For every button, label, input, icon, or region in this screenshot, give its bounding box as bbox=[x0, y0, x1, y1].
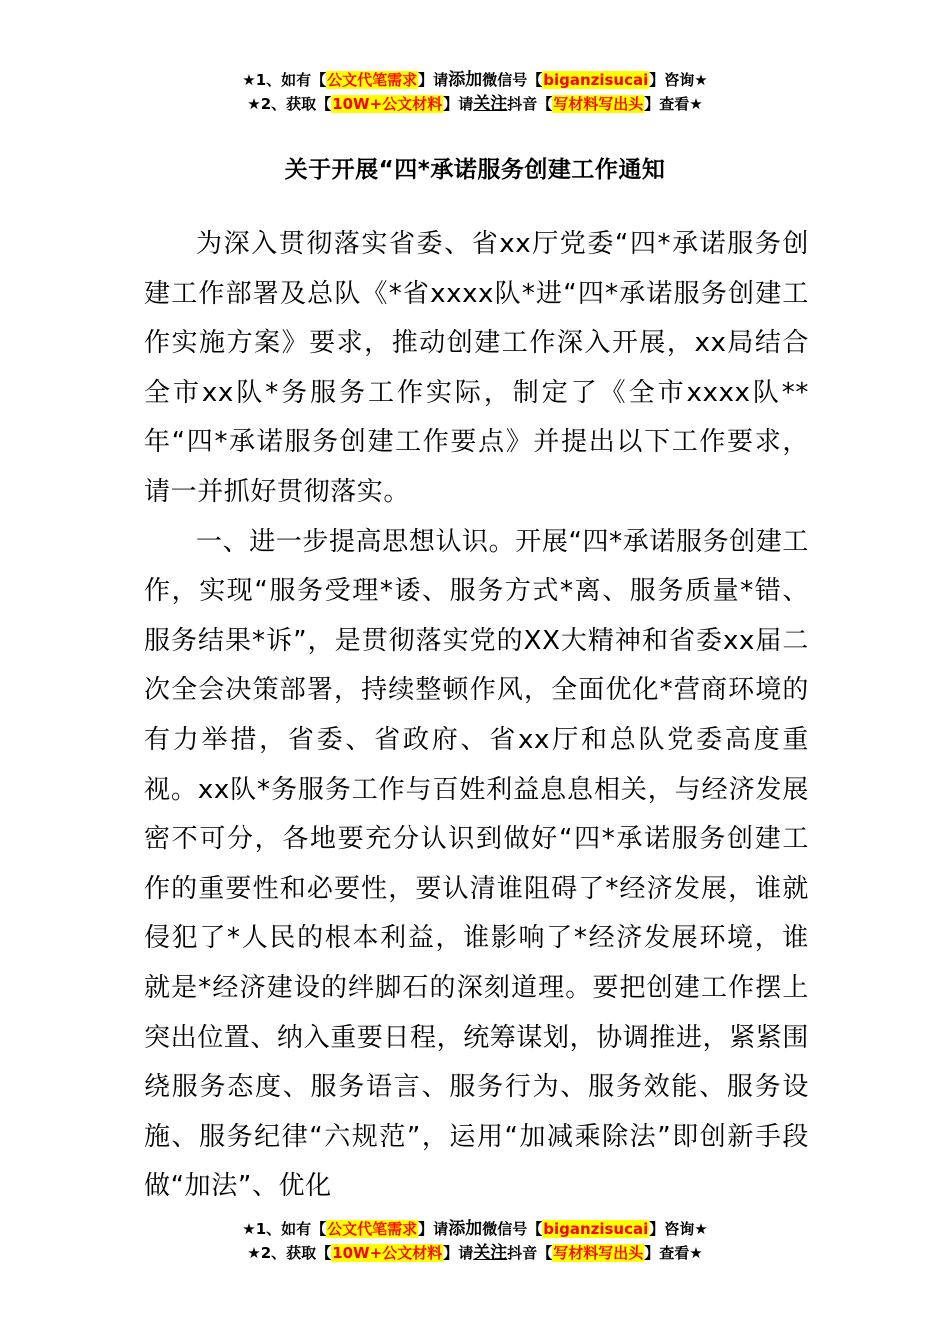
banner-text: 抖音【 bbox=[507, 95, 553, 113]
banner-highlight: 写材料写出头 bbox=[553, 95, 644, 113]
banner-text: 抖音【 bbox=[507, 1244, 553, 1262]
banner-line-2 bbox=[0, 1241, 950, 1265]
banner-highlight: biganzisucai bbox=[543, 1220, 649, 1238]
paragraph-intro: 为深入贯彻落实省委、省xx厅党委“四*承诺服务创建工作部署及总队《*省xxxx队*进“四*承诺服务创建工作实施方案》要求，推动创建工作深入开展，xx局结合全市xx队*务服务工作实际，制定了《全市xxxx队**年“四*承诺服务创建工作要点》并提出以下工作要求，请一并抓好贯彻落实。 bbox=[144, 229, 809, 507]
banner-text: 添加 bbox=[448, 70, 483, 90]
banner-text: ★1、如有【 bbox=[242, 1220, 327, 1238]
banner-text: 】请 bbox=[443, 1244, 474, 1262]
banner-text: 关注 bbox=[473, 1243, 508, 1263]
banner-text: 】咨询★ bbox=[649, 1220, 708, 1238]
banner-line-2 bbox=[0, 92, 950, 116]
banner-text: ★2、获取【 bbox=[247, 95, 332, 113]
banner-highlight: 10W+公文材料 bbox=[332, 95, 443, 113]
banner-highlight: 公文代笔需求 bbox=[327, 1220, 418, 1238]
banner-highlight: biganzisucai bbox=[543, 71, 649, 89]
banner-text: 微信号【 bbox=[482, 1220, 543, 1238]
document-body bbox=[144, 220, 809, 1212]
banner-line-1 bbox=[0, 68, 950, 92]
banner-text: 】请 bbox=[443, 95, 474, 113]
footer-banner bbox=[0, 1217, 950, 1265]
banner-text: 微信号【 bbox=[482, 71, 543, 89]
banner-text: 关注 bbox=[473, 94, 508, 114]
banner-text: 】请 bbox=[418, 71, 449, 89]
banner-highlight: 公文代笔需求 bbox=[327, 71, 418, 89]
banner-text: ★1、如有【 bbox=[242, 71, 327, 89]
banner-line-1 bbox=[0, 1217, 950, 1241]
banner-text: ★2、获取【 bbox=[247, 1244, 332, 1262]
banner-text: 】查看★ bbox=[644, 95, 703, 113]
document-title: 关于开展“四*承诺服务创建工作通知 bbox=[284, 157, 666, 183]
banner-text: 】咨询★ bbox=[649, 71, 708, 89]
banner-text: 】查看★ bbox=[644, 1244, 703, 1262]
header-banner bbox=[0, 68, 950, 116]
paragraph-section-1: 一、进一步提高思想认识。开展“四*承诺服务创建工作，实现“服务受理*诿、服务方式*离、服务质量*错、服务结果*诉”，是贯彻落实党的XX大精神和省委xx届二次全会决策部署，持续整顿作风，全面优化*营商环境的有力举措，省委、省政府、省xx厅和总队党委高度重视。xx队*务服务工作与百姓利益息息相关，与经济发展密不可分，各地要充分认识到做好“四*承诺服务创建工作的重要性和必要性，要认清谁阻碍了*经济发展，谁就侵犯了*人民的根本利益，谁影响了*经济发展环境，谁就是*经济建设的绊脚石的深刻道理。要把创建工作摆上突出位置、纳入重要日程，统筹谋划，协调推进，紧紧围绕服务态度、服务语言、服务行为、服务效能、服务设施、服务纪律“六规范”，运用“加减乘除法”即创新手段做“加法”、优化 bbox=[144, 526, 810, 1202]
banner-highlight: 写材料写出头 bbox=[553, 1244, 644, 1262]
banner-highlight: 10W+公文材料 bbox=[332, 1244, 443, 1262]
banner-text: 】请 bbox=[418, 1220, 449, 1238]
banner-text: 添加 bbox=[448, 1219, 483, 1239]
